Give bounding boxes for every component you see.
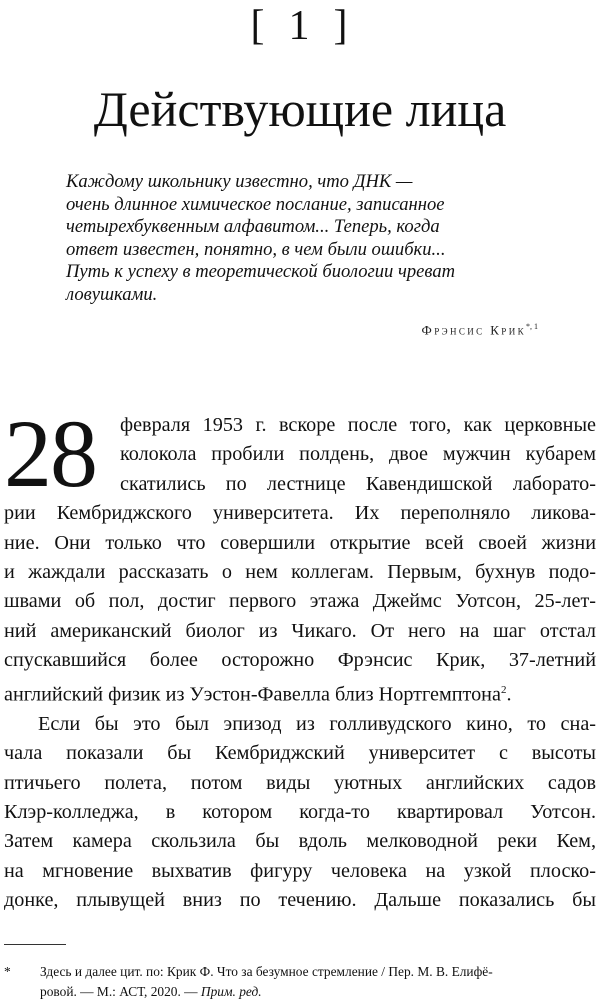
footnote-editor-note: Прим. ред. [200,984,262,999]
body-line: Затем камера скользила бы вдоль мелководной реки Кем, [4,830,596,853]
footnote-line-text: ровой. — М.: АСТ, 2020. — [40,984,201,999]
body-line: Если бы это был эпизод из голливудского кино, то сна- [38,712,596,735]
footnote-line: Здесь и далее цит. по: Крик Ф. Что за безумное стремление / Пер. М. В. Елифё- [40,964,493,979]
chapter-number [0,2,600,50]
epigraph-attribution [422,322,538,338]
epigraph-line: Каждому школьнику известно, что ДНК — [66,171,413,192]
footnote-line [40,982,596,1002]
footnote-divider [4,944,66,945]
body-line: птичьего полета, потом виды уютных английских садов [4,771,596,794]
epigraph-footnote-marks: *, 1 [526,322,538,331]
body-line-text: английский физик из Уэстон-Фавелла близ Нортгемптона [4,683,501,706]
footnote [4,962,596,1002]
body-line: Клэр-колледжа, в котором когда-то квартировал Уотсон. [4,801,596,824]
body-line: швами об пол, достиг первого этажа Джеймс Уотсон, 25-лет- [4,590,596,613]
drop-cap: 28 [4,400,96,507]
body-line: чала показали бы Кембриджский университет с высоты [4,742,596,765]
body-line: и жаждали рассказать о нем коллегам. Первым, бухнув подо- [4,561,596,584]
body-line: донке, плывущей вниз по течению. Дальше показались бы [4,889,596,912]
footnote-ref: 2 [500,683,507,696]
epigraph-line: ответ известен, понятно, в чем были ошибки... [66,238,446,260]
body-line: ние. Они только что совершили открытие всей своей жизни [4,531,596,554]
body-line: скатились по лестнице Кавендишской лаборато- [120,472,596,495]
body-line: рии Кембриджского университета. Их переполняло ликова- [4,502,596,525]
epigraph [66,171,546,307]
epigraph-line: ловушками. [66,283,158,305]
epigraph-author: Фрэнсис Крик [421,322,526,338]
footnote-mark: * [4,964,11,979]
chapter-number-value: 1 [288,3,312,49]
epigraph-line: четырехбуквенным алфавитом... Теперь, когда [66,216,440,238]
body-text [4,411,596,916]
epigraph-line: очень длинное химическое послание, записанное [66,193,445,215]
chapter-title: Действующие лица [93,81,507,137]
body-line: на мгновение выхватив фигуру человека на узкой плоско- [4,859,596,882]
body-line-last-of-paragraph: английский физик из Уэстон-Фавелла близ Нортгемптона$^2$. [4,683,512,706]
body-line: колокола пробили полдень, двое мужчин кубарем [120,443,596,466]
chapter-bracket-close: ] [333,3,350,49]
chapter-bracket-open: [ [250,3,267,49]
body-line: февраля 1953 г. вскоре после того, как церковные [120,414,596,436]
epigraph-line: Путь к успеху в теоретической биологии чреват [66,261,456,283]
body-line: ний американский биолог из Чикаго. От него на шаг отстал [4,619,596,642]
body-line: спускавшийся более осторожно Фрэнсис Крик, 37-летний [4,649,596,672]
